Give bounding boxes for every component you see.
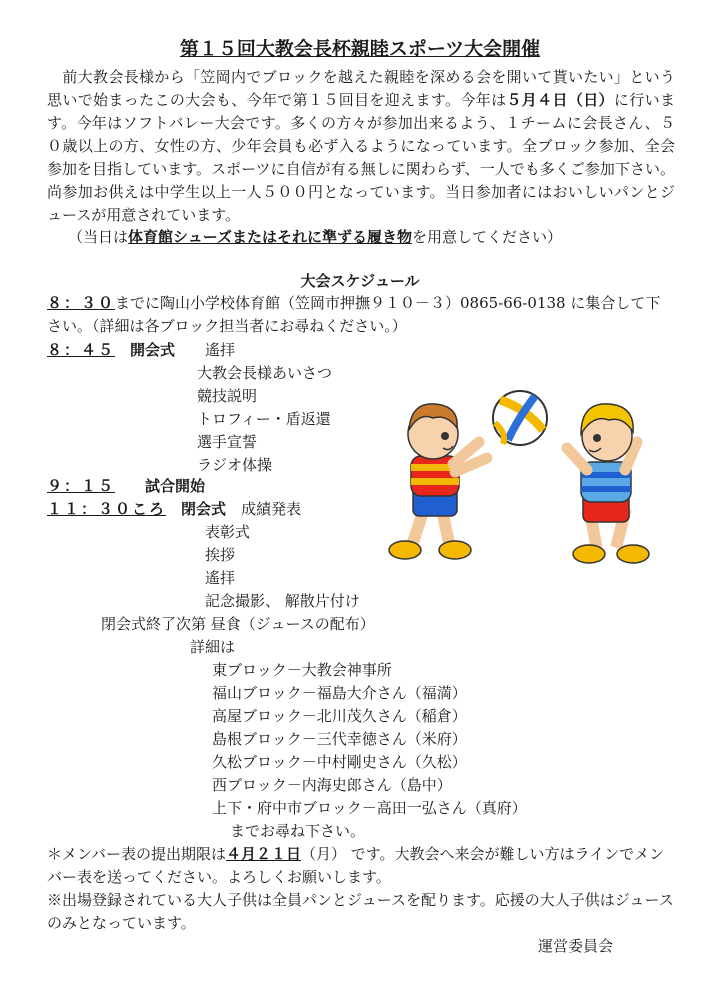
member-pre: ＊メンバー表の提出期限は (47, 845, 226, 863)
contact-item: 上下・府中市ブロック－高田一弘さん（真府） (212, 799, 527, 817)
match-start-label: 試合開始 (145, 477, 206, 495)
time-1130: １１：３０ころ (47, 500, 167, 518)
closing-label: 閉会式 (181, 500, 227, 518)
bread-juice-note: ※出場登録されている大人子供は全員パンとジュースを配ります。応援の大人子供はジュースのみとなっています。 (47, 891, 674, 932)
note-emphasis: 体育館シューズまたはそれに準ずる履き物 (128, 228, 412, 246)
opening-item: ラジオ体操 (197, 456, 273, 474)
gather-text: までに陶山小学校体育館（笠岡市押撫９１０－３）0865-66-0138 に集合して下さい。（詳細は各ブロック担当者にお尋ねください。） (47, 294, 661, 335)
lunch-line: 閉会式終了次第 昼食（ジュースの配布） (101, 615, 375, 633)
time-0915: ９：１５ (47, 477, 116, 495)
opening-item: 競技説明 (197, 387, 258, 405)
closing-item: 遙拝 (205, 569, 236, 587)
contact-item: 久松ブロック－中村剛史さん（久松） (212, 753, 467, 771)
closing-item: 成績発表 (241, 500, 302, 518)
opening-label: 開会式 (130, 341, 176, 359)
schedule-heading: 大会スケジュール (300, 272, 420, 290)
closing-item: 挨拶 (205, 546, 236, 564)
time-0830: ８：３０ (47, 294, 116, 312)
contacts-end: までお尋ね下さい。 (230, 822, 366, 840)
boy-right-icon (567, 404, 649, 563)
member-date: ４月２１日 (225, 845, 301, 863)
time-0845: ８：４５ (47, 341, 116, 359)
opening-item: 大教会長様あいさつ (197, 364, 333, 382)
event-date: ５月４日（日） (506, 91, 614, 109)
contact-item: 高屋ブロック－北川茂久さん（稲倉） (212, 707, 467, 725)
contact-item: 西ブロック－内海史郎さん（島中） (212, 776, 452, 794)
member-post: （月） です。大教会へ来会が難しい方はラインでメンバー表を送ってください。よろしくお願いします。 (47, 845, 665, 886)
intro-text-1: 前大教会長様から「笠岡内でブロックを越えた親睦を深める会を開いて貰いたい」という思いで始まったこの大会も、今年で第１５回目を迎えます。今年は (47, 68, 675, 109)
boy-left-icon (389, 404, 487, 559)
opening-item: 遙拝 (205, 341, 236, 359)
opening-item: トロフィー・盾返還 (197, 410, 331, 428)
details-heading: 詳細は (190, 638, 236, 656)
volleyball-icon (493, 391, 547, 445)
intro-paragraph (47, 66, 675, 227)
shoes-note (68, 226, 562, 249)
contact-item: 東ブロック－大教会神事所 (212, 661, 392, 679)
kids-volleyball-illustration (375, 378, 665, 590)
note-pre: （当日は (68, 228, 129, 246)
contact-item: 福山ブロック－福島大介さん（福満） (212, 684, 467, 702)
schedule-closing (47, 498, 301, 521)
intro-text-2: に行います。今年はソフトバレー大会です。多くの方々が参加出来るよう、１チームに会長さん、５０歳以上の方、女性の方、少年会員も必ず入るようになっています。全ブロック参加、全会参加を目指しています。スポーツに自信が有る無しに関わらず、一人でも多くご参加下さい。尚参加お供えは中学生以上一人５００円となっています。当日参加者にはおいしいパンとジュースが用意されています。 (47, 91, 675, 224)
member-deadline-note (47, 843, 675, 889)
page-title: 第１５回大教会長杯親睦スポーツ大会開催 (179, 38, 541, 60)
contact-item: 島根ブロック－三代幸徳さん（米府） (212, 730, 467, 748)
closing-item: 表彰式 (205, 523, 251, 541)
signature: 運営委員会 (538, 937, 614, 955)
note-post: を用意してください） (411, 228, 562, 246)
opening-item: 選手宣誓 (197, 433, 258, 451)
schedule-match-start (47, 475, 205, 498)
closing-item: 記念撮影、 解散片付け (205, 592, 360, 610)
schedule-opening (47, 339, 175, 362)
schedule-gather (47, 292, 675, 338)
